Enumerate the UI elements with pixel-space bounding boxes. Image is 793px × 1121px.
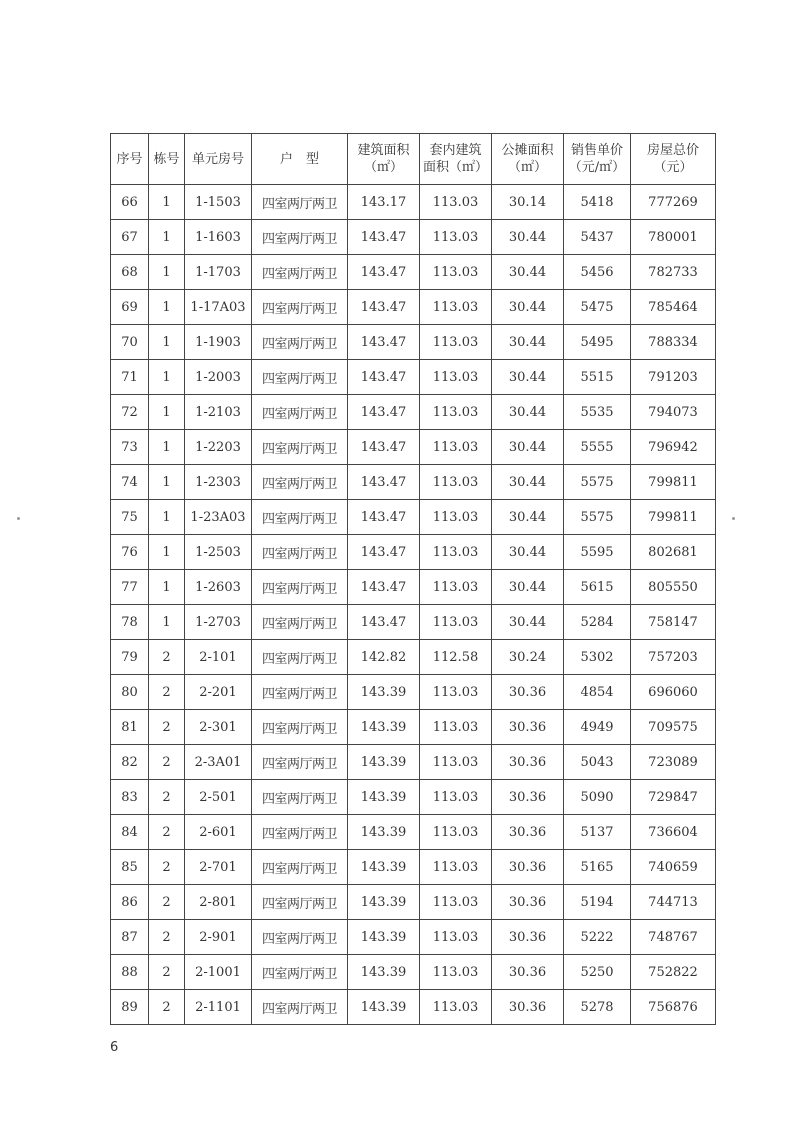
cell-building: 2: [149, 885, 185, 920]
cell-total-price: 799811: [631, 465, 716, 500]
cell-total-price: 757203: [631, 640, 716, 675]
cell-gross-area: 143.39: [348, 675, 420, 710]
cell-building: 2: [149, 710, 185, 745]
cell-index: 87: [111, 920, 149, 955]
cell-inner-area: 113.03: [420, 605, 492, 640]
cell-unit: 1-2503: [185, 535, 252, 570]
cell-index: 73: [111, 430, 149, 465]
cell-gross-area: 143.39: [348, 955, 420, 990]
table-row: [111, 430, 716, 465]
cell-unit: 2-1101: [185, 990, 252, 1025]
cell-type: 四室两厅两卫: [252, 605, 348, 640]
cell-unit-price: 5250: [564, 955, 631, 990]
cell-total-price: 791203: [631, 360, 716, 395]
table-row: [111, 885, 716, 920]
cell-inner-area: 113.03: [420, 500, 492, 535]
table-row: [111, 255, 716, 290]
cell-gross-area: 143.47: [348, 535, 420, 570]
cell-inner-area: 113.03: [420, 675, 492, 710]
cell-gross-area: 143.47: [348, 255, 420, 290]
cell-shared-area: 30.44: [492, 535, 564, 570]
cell-index: 83: [111, 780, 149, 815]
cell-gross-area: 143.47: [348, 465, 420, 500]
header-cell-inner-area: 套内建筑 面积（㎡）: [420, 134, 492, 185]
cell-index: 86: [111, 885, 149, 920]
cell-unit: 2-201: [185, 675, 252, 710]
table-body: [111, 185, 716, 1025]
cell-total-price: 752822: [631, 955, 716, 990]
table-row: [111, 220, 716, 255]
table-row: [111, 570, 716, 605]
cell-inner-area: 113.03: [420, 430, 492, 465]
cell-inner-area: 113.03: [420, 360, 492, 395]
cell-index: 72: [111, 395, 149, 430]
cell-building: 1: [149, 430, 185, 465]
table-row: [111, 780, 716, 815]
cell-gross-area: 143.39: [348, 885, 420, 920]
header-cell-gross-area: 建筑面积 （㎡）: [348, 134, 420, 185]
cell-unit: 2-701: [185, 850, 252, 885]
cell-total-price: 782733: [631, 255, 716, 290]
cell-shared-area: 30.44: [492, 255, 564, 290]
cell-index: 84: [111, 815, 149, 850]
cell-inner-area: 113.03: [420, 850, 492, 885]
cell-unit: 1-2303: [185, 465, 252, 500]
cell-inner-area: 113.03: [420, 535, 492, 570]
cell-total-price: 756876: [631, 990, 716, 1025]
cell-gross-area: 143.39: [348, 920, 420, 955]
cell-building: 1: [149, 360, 185, 395]
cell-unit: 2-801: [185, 885, 252, 920]
table-row: [111, 640, 716, 675]
cell-building: 1: [149, 255, 185, 290]
cell-index: 79: [111, 640, 149, 675]
table-row: [111, 710, 716, 745]
cell-shared-area: 30.44: [492, 430, 564, 465]
cell-gross-area: 143.47: [348, 500, 420, 535]
cell-inner-area: 113.03: [420, 990, 492, 1025]
cell-inner-area: 113.03: [420, 780, 492, 815]
cell-total-price: 723089: [631, 745, 716, 780]
table-row: [111, 955, 716, 990]
cell-unit-price: 5418: [564, 185, 631, 220]
cell-index: 67: [111, 220, 149, 255]
cell-type: 四室两厅两卫: [252, 640, 348, 675]
cell-building: 2: [149, 850, 185, 885]
cell-gross-area: 143.47: [348, 570, 420, 605]
cell-unit-price: 4949: [564, 710, 631, 745]
cell-shared-area: 30.36: [492, 990, 564, 1025]
cell-building: 1: [149, 185, 185, 220]
cell-unit: 2-1001: [185, 955, 252, 990]
cell-unit: 1-1703: [185, 255, 252, 290]
cell-unit-price: 5194: [564, 885, 631, 920]
cell-building: 2: [149, 955, 185, 990]
table-row: [111, 465, 716, 500]
cell-shared-area: 30.14: [492, 185, 564, 220]
cell-inner-area: 113.03: [420, 465, 492, 500]
cell-type: 四室两厅两卫: [252, 395, 348, 430]
cell-shared-area: 30.44: [492, 290, 564, 325]
cell-gross-area: 143.47: [348, 430, 420, 465]
cell-total-price: 796942: [631, 430, 716, 465]
cell-inner-area: 113.03: [420, 395, 492, 430]
cell-unit-price: 5137: [564, 815, 631, 850]
cell-unit: 1-17A03: [185, 290, 252, 325]
cell-type: 四室两厅两卫: [252, 990, 348, 1025]
cell-index: 80: [111, 675, 149, 710]
cell-total-price: 736604: [631, 815, 716, 850]
cell-type: 四室两厅两卫: [252, 710, 348, 745]
cell-building: 1: [149, 605, 185, 640]
cell-unit: 1-1503: [185, 185, 252, 220]
cell-unit-price: 5535: [564, 395, 631, 430]
cell-gross-area: 143.39: [348, 780, 420, 815]
cell-unit: 2-3A01: [185, 745, 252, 780]
cell-index: 71: [111, 360, 149, 395]
cell-shared-area: 30.44: [492, 605, 564, 640]
cell-total-price: 777269: [631, 185, 716, 220]
cell-unit: 2-601: [185, 815, 252, 850]
cell-unit-price: 5456: [564, 255, 631, 290]
cell-shared-area: 30.44: [492, 395, 564, 430]
cell-gross-area: 143.39: [348, 815, 420, 850]
table-row: [111, 815, 716, 850]
header-cell-total-price: 房屋总价 （元）: [631, 134, 716, 185]
cell-type: 四室两厅两卫: [252, 465, 348, 500]
cell-shared-area: 30.24: [492, 640, 564, 675]
cell-building: 1: [149, 290, 185, 325]
cell-inner-area: 113.03: [420, 710, 492, 745]
cell-unit: 1-1903: [185, 325, 252, 360]
cell-unit-price: 5222: [564, 920, 631, 955]
cell-gross-area: 143.17: [348, 185, 420, 220]
cell-unit-price: 5043: [564, 745, 631, 780]
table-row: [111, 605, 716, 640]
table-header-row: [111, 134, 716, 185]
cell-building: 2: [149, 745, 185, 780]
cell-shared-area: 30.44: [492, 570, 564, 605]
cell-gross-area: 143.47: [348, 220, 420, 255]
cell-index: 85: [111, 850, 149, 885]
cell-gross-area: 143.47: [348, 360, 420, 395]
table-row: [111, 920, 716, 955]
table-row: [111, 360, 716, 395]
table-row: [111, 500, 716, 535]
cell-type: 四室两厅两卫: [252, 570, 348, 605]
cell-type: 四室两厅两卫: [252, 675, 348, 710]
cell-inner-area: 113.03: [420, 255, 492, 290]
scan-dot-right: [732, 517, 735, 520]
cell-unit-price: 5437: [564, 220, 631, 255]
cell-shared-area: 30.44: [492, 360, 564, 395]
cell-gross-area: 142.82: [348, 640, 420, 675]
cell-index: 66: [111, 185, 149, 220]
cell-type: 四室两厅两卫: [252, 780, 348, 815]
cell-type: 四室两厅两卫: [252, 920, 348, 955]
cell-unit: 1-1603: [185, 220, 252, 255]
cell-type: 四室两厅两卫: [252, 255, 348, 290]
cell-gross-area: 143.47: [348, 395, 420, 430]
cell-total-price: 788334: [631, 325, 716, 360]
cell-type: 四室两厅两卫: [252, 955, 348, 990]
table-row: [111, 290, 716, 325]
cell-type: 四室两厅两卫: [252, 535, 348, 570]
cell-type: 四室两厅两卫: [252, 850, 348, 885]
cell-unit: 2-301: [185, 710, 252, 745]
cell-unit-price: 5284: [564, 605, 631, 640]
cell-index: 77: [111, 570, 149, 605]
cell-unit-price: 5515: [564, 360, 631, 395]
cell-unit-price: 5090: [564, 780, 631, 815]
cell-total-price: 748767: [631, 920, 716, 955]
cell-building: 1: [149, 500, 185, 535]
cell-total-price: 805550: [631, 570, 716, 605]
cell-type: 四室两厅两卫: [252, 815, 348, 850]
cell-building: 2: [149, 815, 185, 850]
cell-inner-area: 113.03: [420, 815, 492, 850]
cell-shared-area: 30.36: [492, 815, 564, 850]
cell-shared-area: 30.36: [492, 920, 564, 955]
table-row: [111, 535, 716, 570]
cell-shared-area: 30.36: [492, 955, 564, 990]
cell-shared-area: 30.36: [492, 745, 564, 780]
cell-unit: 1-23A03: [185, 500, 252, 535]
cell-shared-area: 30.44: [492, 465, 564, 500]
page-number: 6: [110, 1040, 119, 1055]
cell-index: 74: [111, 465, 149, 500]
cell-inner-area: 113.03: [420, 745, 492, 780]
house-price-table: [110, 133, 716, 1025]
cell-type: 四室两厅两卫: [252, 325, 348, 360]
cell-unit: 1-2603: [185, 570, 252, 605]
cell-unit: 2-101: [185, 640, 252, 675]
table-row: [111, 185, 716, 220]
cell-unit-price: 5165: [564, 850, 631, 885]
cell-gross-area: 143.47: [348, 290, 420, 325]
cell-gross-area: 143.39: [348, 990, 420, 1025]
cell-inner-area: 113.03: [420, 290, 492, 325]
cell-inner-area: 113.03: [420, 185, 492, 220]
cell-unit-price: 5555: [564, 430, 631, 465]
cell-inner-area: 113.03: [420, 955, 492, 990]
cell-type: 四室两厅两卫: [252, 290, 348, 325]
cell-building: 2: [149, 640, 185, 675]
cell-unit-price: 5615: [564, 570, 631, 605]
cell-total-price: 758147: [631, 605, 716, 640]
cell-inner-area: 113.03: [420, 920, 492, 955]
cell-type: 四室两厅两卫: [252, 430, 348, 465]
cell-total-price: 740659: [631, 850, 716, 885]
header-cell-shared-area: 公摊面积 （㎡）: [492, 134, 564, 185]
cell-unit: 1-2203: [185, 430, 252, 465]
cell-building: 2: [149, 675, 185, 710]
cell-total-price: 794073: [631, 395, 716, 430]
cell-gross-area: 143.47: [348, 605, 420, 640]
cell-building: 1: [149, 220, 185, 255]
header-cell-type: 户 型: [252, 134, 348, 185]
header-cell-unit-price: 销售单价 （元/㎡）: [564, 134, 631, 185]
table-row: [111, 990, 716, 1025]
cell-shared-area: 30.44: [492, 325, 564, 360]
cell-building: 1: [149, 465, 185, 500]
cell-index: 75: [111, 500, 149, 535]
cell-gross-area: 143.39: [348, 850, 420, 885]
cell-building: 1: [149, 570, 185, 605]
table-row: [111, 395, 716, 430]
cell-shared-area: 30.36: [492, 885, 564, 920]
cell-shared-area: 30.44: [492, 500, 564, 535]
cell-building: 2: [149, 920, 185, 955]
cell-type: 四室两厅两卫: [252, 885, 348, 920]
cell-type: 四室两厅两卫: [252, 185, 348, 220]
cell-building: 1: [149, 325, 185, 360]
cell-unit: 1-2103: [185, 395, 252, 430]
cell-total-price: 802681: [631, 535, 716, 570]
cell-total-price: 799811: [631, 500, 716, 535]
cell-building: 1: [149, 395, 185, 430]
cell-type: 四室两厅两卫: [252, 745, 348, 780]
cell-building: 1: [149, 535, 185, 570]
cell-shared-area: 30.36: [492, 780, 564, 815]
cell-unit-price: 5475: [564, 290, 631, 325]
table-row: [111, 675, 716, 710]
cell-unit-price: 5495: [564, 325, 631, 360]
cell-inner-area: 113.03: [420, 220, 492, 255]
header-cell-building: 栋号: [149, 134, 185, 185]
cell-shared-area: 30.36: [492, 850, 564, 885]
cell-index: 70: [111, 325, 149, 360]
cell-unit-price: 5278: [564, 990, 631, 1025]
cell-index: 82: [111, 745, 149, 780]
header-cell-index: 序号: [111, 134, 149, 185]
cell-unit-price: 4854: [564, 675, 631, 710]
cell-total-price: 709575: [631, 710, 716, 745]
cell-shared-area: 30.44: [492, 220, 564, 255]
header-cell-unit: 单元房号: [185, 134, 252, 185]
cell-inner-area: 113.03: [420, 570, 492, 605]
cell-unit: 1-2003: [185, 360, 252, 395]
cell-unit: 2-501: [185, 780, 252, 815]
cell-shared-area: 30.36: [492, 675, 564, 710]
cell-type: 四室两厅两卫: [252, 360, 348, 395]
cell-total-price: 785464: [631, 290, 716, 325]
table-row: [111, 325, 716, 360]
cell-total-price: 744713: [631, 885, 716, 920]
cell-gross-area: 143.39: [348, 745, 420, 780]
cell-type: 四室两厅两卫: [252, 220, 348, 255]
cell-inner-area: 113.03: [420, 325, 492, 360]
cell-gross-area: 143.39: [348, 710, 420, 745]
cell-building: 2: [149, 990, 185, 1025]
cell-inner-area: 113.03: [420, 885, 492, 920]
cell-type: 四室两厅两卫: [252, 500, 348, 535]
cell-shared-area: 30.36: [492, 710, 564, 745]
cell-unit-price: 5595: [564, 535, 631, 570]
cell-unit-price: 5575: [564, 465, 631, 500]
cell-unit: 1-2703: [185, 605, 252, 640]
cell-index: 89: [111, 990, 149, 1025]
table-row: [111, 850, 716, 885]
cell-unit-price: 5302: [564, 640, 631, 675]
cell-inner-area: 112.58: [420, 640, 492, 675]
cell-gross-area: 143.47: [348, 325, 420, 360]
cell-total-price: 729847: [631, 780, 716, 815]
cell-index: 88: [111, 955, 149, 990]
cell-index: 76: [111, 535, 149, 570]
cell-unit-price: 5575: [564, 500, 631, 535]
cell-index: 69: [111, 290, 149, 325]
cell-unit: 2-901: [185, 920, 252, 955]
table-row: [111, 745, 716, 780]
cell-index: 81: [111, 710, 149, 745]
cell-index: 68: [111, 255, 149, 290]
cell-building: 2: [149, 780, 185, 815]
cell-total-price: 696060: [631, 675, 716, 710]
cell-total-price: 780001: [631, 220, 716, 255]
cell-index: 78: [111, 605, 149, 640]
scan-dot-left: [17, 517, 20, 520]
